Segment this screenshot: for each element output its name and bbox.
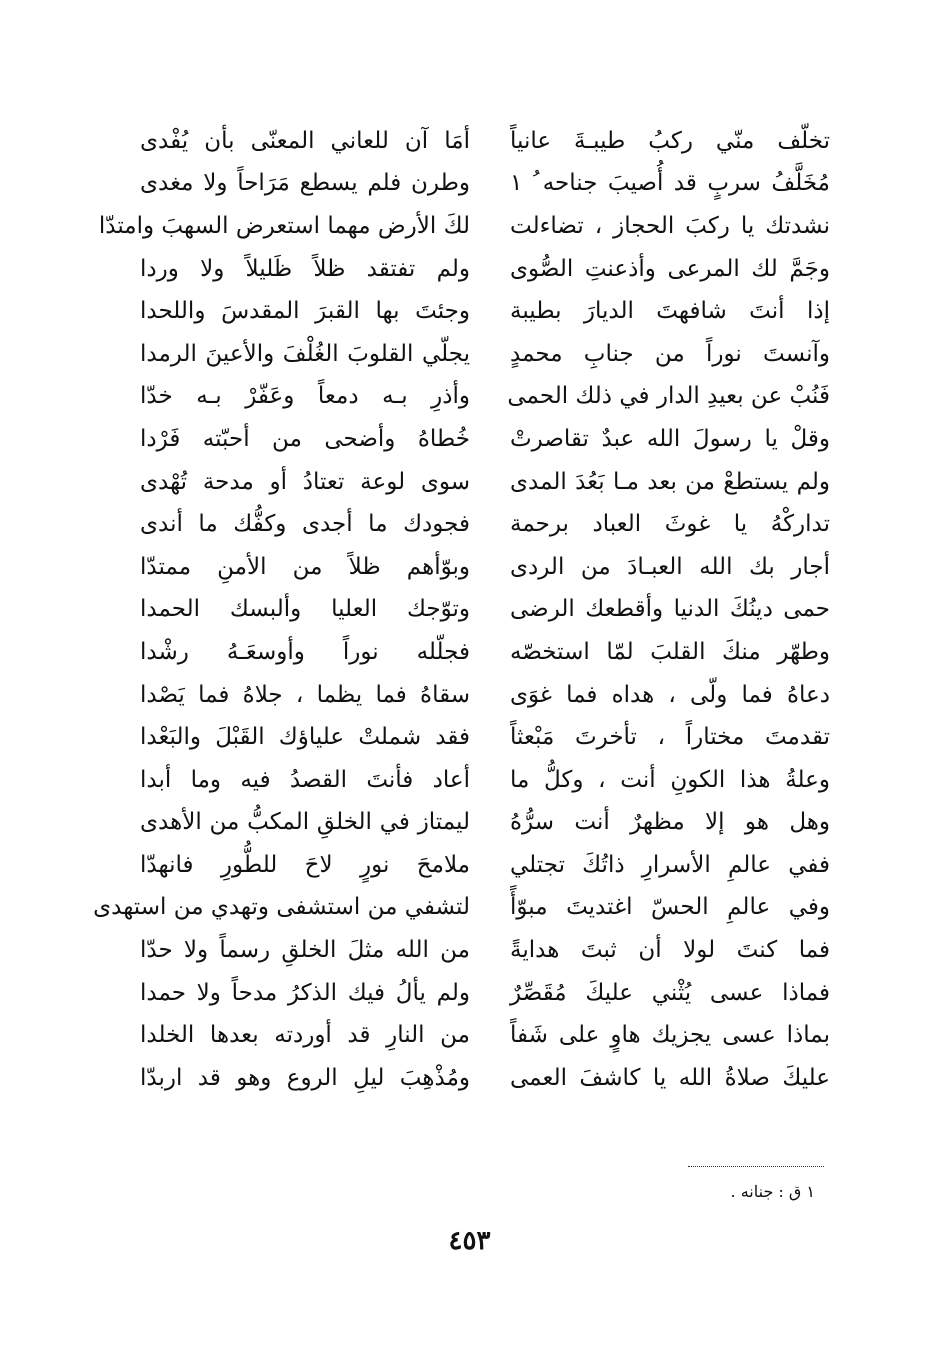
verse-second-hemistich: وجئتَ بها القبرَ المقدسَ واللحدا	[140, 298, 470, 325]
verse-second-hemistich: خُطاهُ وأضحى من أحبّته فَرْدا	[140, 425, 470, 452]
verse-second-hemistich: سوى لوعة تعتادُ أو مدحة تُهْدى	[140, 468, 470, 495]
verse-row	[140, 589, 830, 632]
verse-first-hemistich: فماذا عسى يُثْني عليكَ مُقَصِّرٌ	[510, 979, 830, 1006]
verse-row	[140, 972, 830, 1015]
verse-first-hemistich: إذا أنتَ شافهتَ الديارَ بطيبة	[510, 298, 830, 325]
verse-first-hemistich: ولم يستطعْ من بعد مـا بَعُدَ المدى	[510, 468, 830, 495]
verse-first-hemistich: تداركْهُ يا غوثَ العباد برحمة	[510, 511, 830, 538]
verse-first-hemistich: حمى دينُكَ الدنيا وأقطعك الرضى	[510, 596, 830, 623]
verse-row	[98, 205, 830, 248]
verse-row	[140, 716, 830, 759]
verse-row	[140, 929, 830, 972]
verse-second-hemistich: وأذرِ بـه دمعاً وعَفّرْ بـه خدّا	[140, 383, 470, 410]
verse-row	[140, 376, 830, 419]
verse-second-hemistich: ملامحَ نورٍ لاحَ للطُّورِ فانهدّا	[140, 851, 470, 878]
verse-first-hemistich: فما كنتَ لولا أن ثبتَ هدايةً	[510, 937, 830, 964]
verse-row	[140, 290, 830, 333]
verse-first-hemistich: وعلةُ هذا الكونِ أنت ، وكلُّ ما	[510, 766, 830, 793]
verse-row	[93, 887, 830, 930]
verse-first-hemistich: عليكَ صلاةُ الله يا كاشفَ العمى	[510, 1064, 830, 1091]
verse-first-hemistich: دعاهُ فما ولّى ، هداه فما غوَى	[510, 681, 830, 708]
verse-row	[140, 1057, 830, 1100]
verse-second-hemistich: أعاد فأنتَ القصدُ فيه وما أبدا	[140, 766, 470, 793]
verse-first-hemistich: وطهّر منكَ القلبَ لمّا استخصّه	[510, 638, 830, 665]
verse-row	[140, 546, 830, 589]
verse-first-hemistich: تقدمتَ مختاراً ، تأخرتَ مَبْعثاً	[510, 724, 830, 751]
verse-first-hemistich: وآنستَ نوراً من جنابِ محمدٍ	[510, 340, 830, 367]
verse-second-hemistich: لكَ الأرض مهما استعرض السهبَ وامتدّا	[98, 212, 470, 239]
verse-first-hemistich: فَنُبْ عن بعيدِ الدار في ذلك الحمى	[507, 383, 830, 410]
verse-first-hemistich: تخلّف منّي ركبُ طيبـةَ عانياً	[510, 127, 830, 154]
page-number: ٤٥٣	[448, 1226, 491, 1256]
verse-first-hemistich: بماذا عسى يجزيك هاوٍ على شَفاً	[510, 1022, 830, 1049]
verse-row	[140, 248, 830, 291]
verse-first-hemistich: مُخَلَّفُ سربٍ قد أُصيبَ جناحه ُ ١	[510, 170, 830, 197]
poem	[93, 120, 830, 1100]
verse-second-hemistich: ولم يألُ فيك الذكرُ مدحاً ولا حمدا	[140, 979, 470, 1006]
footnote: ١ ق : جنانه .	[730, 1182, 815, 1201]
verse-first-hemistich: ففي عالمِ الأسرارِ ذاتُكَ تجتلي	[510, 851, 830, 878]
verse-row	[140, 1014, 830, 1057]
verse-second-hemistich: ولم تفتقد ظلاً ظَليلاً ولا وردا	[140, 255, 470, 282]
verse-first-hemistich: وقلْ يا رسولَ الله عبدٌ تقاصرتْ	[510, 425, 830, 452]
verse-row	[140, 333, 830, 376]
verse-row	[140, 631, 830, 674]
verse-second-hemistich: من النارِ قد أوردته بعدها الخلدا	[140, 1022, 470, 1049]
verse-second-hemistich: ليمتاز في الخلقِ المكبُّ من الأهدى	[140, 809, 470, 836]
verse-second-hemistich: ومُذْهِبَ ليلِ الروع وهو قد اربدّا	[140, 1064, 470, 1091]
verse-row	[140, 461, 830, 504]
verse-row	[140, 759, 830, 802]
verse-first-hemistich: وفي عالمِ الحسّ اغتديتَ مبوّأً	[510, 894, 830, 921]
verse-second-hemistich: من الله مثلَ الخلقِ رسماً ولا حدّا	[140, 937, 470, 964]
verse-row	[140, 418, 830, 461]
verse-row	[140, 120, 830, 163]
verse-first-hemistich: نشدتك يا ركبَ الحجاز ، تضاءلت	[510, 212, 830, 239]
verse-second-hemistich: لتشفي من استشفى وتهدي من استهدى	[93, 894, 470, 921]
verse-first-hemistich: وجَمَّ لك المرعى وأذعنتِ الصُّوى	[510, 255, 830, 282]
verse-second-hemistich: وبوّأهم ظلاً من الأمنِ ممتدّا	[140, 553, 470, 580]
verse-second-hemistich: فجلّله نوراً وأوسعَـهُ رشْدا	[140, 638, 470, 665]
verse-row	[140, 163, 830, 206]
verse-second-hemistich: فقد شملتْ علياؤك القَبْلَ والبَعْدا	[140, 724, 470, 751]
verse-row	[140, 674, 830, 717]
verse-row	[140, 844, 830, 887]
verse-second-hemistich: أمَا آن للعاني المعنّى بأن يُفْدى	[140, 127, 470, 154]
verse-second-hemistich: يجلّي القلوبَ الغُلْفَ والأعينَ الرمدا	[140, 340, 470, 367]
verse-first-hemistich: وهل هو إلا مظهرٌ أنت سرُّهُ	[510, 809, 830, 836]
verse-second-hemistich: فجودك ما أجدى وكفُّك ما أندى	[140, 511, 470, 538]
verse-second-hemistich: وطرن فلم يسطع مَرَاحاً ولا مغدى	[140, 170, 470, 197]
verse-first-hemistich: أجار بك الله العبـادَ من الردى	[510, 553, 830, 580]
verse-row	[140, 802, 830, 845]
verse-second-hemistich: سقاهُ فما يظما ، جلاهُ فما يَصْدا	[140, 681, 470, 708]
verse-second-hemistich: وتوّجك العليا وألبسك الحمدا	[140, 596, 470, 623]
verse-row	[140, 503, 830, 546]
footnote-divider	[688, 1166, 824, 1167]
